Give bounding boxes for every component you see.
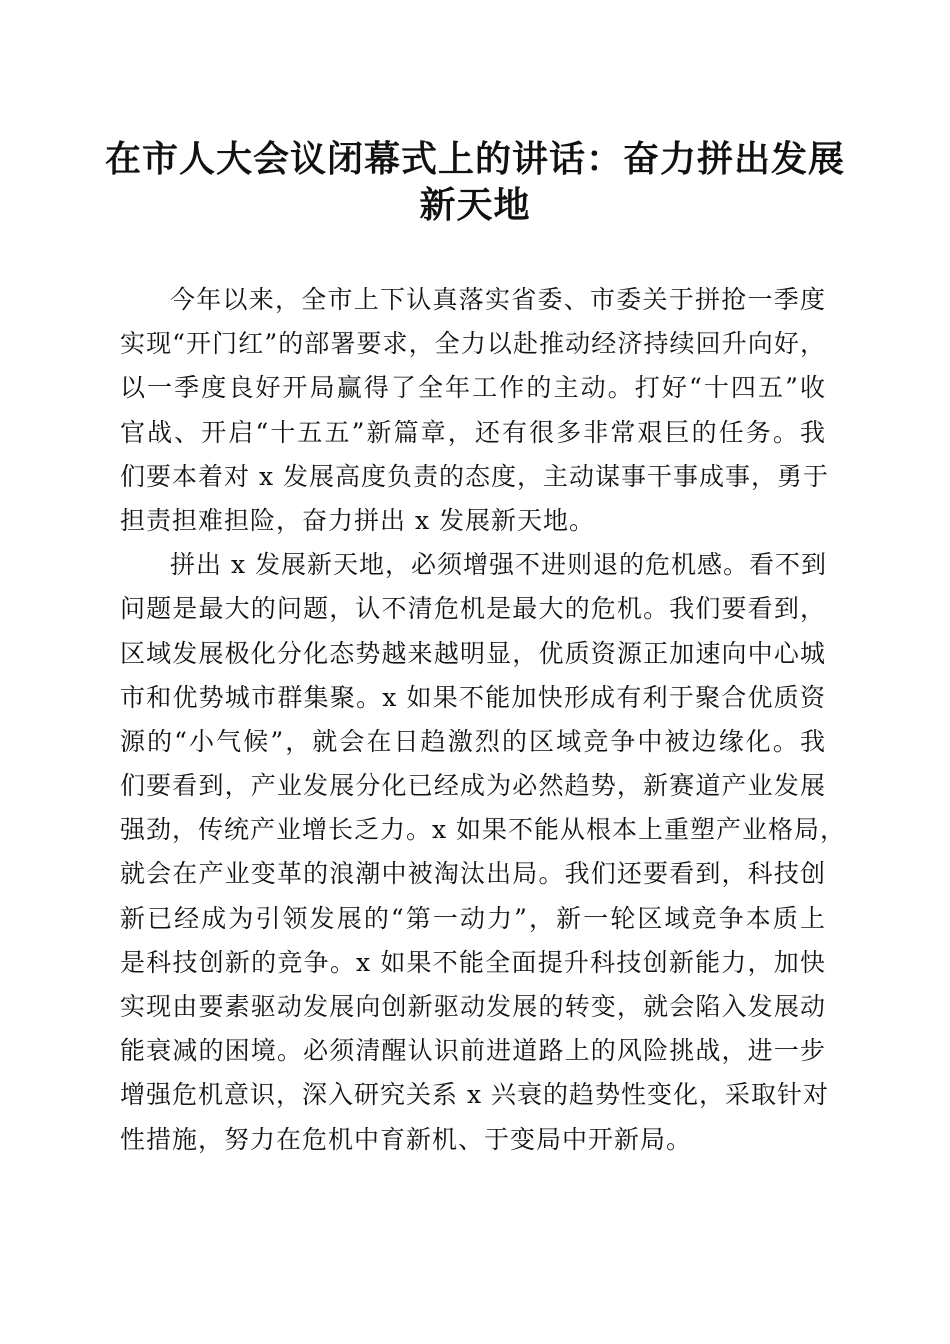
title-line-1: 在市人大会议闭幕式上的讲话：奋力拼出发展 (105, 138, 846, 180)
text-line: 们要看到，产业发展分化已经成为必然趋势，新赛道产业发展 (120, 771, 826, 801)
paragraph-2 (120, 543, 847, 1162)
document-title (105, 136, 845, 228)
text-line: 拼出 x 发展新天地，必须增强不进则退的危机感。看不到 (170, 550, 827, 580)
text-line: 就会在产业变革的浪潮中被淘汰出局。我们还要看到，科技创 (120, 859, 826, 889)
text-line: 新已经成为引领发展的“第一动力”，新一轮区域竞争本质上 (120, 903, 826, 933)
text-line: 今年以来，全市上下认真落实省委、市委关于拼抢一季度 (170, 285, 826, 314)
text-line: 是科技创新的竞争。x 如果不能全面提升科技创新能力，加快 (120, 947, 826, 977)
paragraph-1 (120, 278, 829, 543)
title-line-2: 新天地 (419, 184, 531, 226)
text-line: 问题是最大的问题，认不清危机是最大的危机。我们要看到， (120, 594, 826, 624)
text-line: 源的“小气候”，就会在日趋激烈的区域竞争中被边缘化。我 (120, 726, 826, 756)
text-line: 担责担难担险，奋力拼出 x 发展新天地。 (120, 505, 595, 535)
text-line: 市和优势城市群集聚。x 如果不能加快形成有利于聚合优质资 (120, 682, 826, 712)
text-line: 们要本着对 x 发展高度负责的态度，主动谋事干事成事，勇于 (120, 461, 829, 491)
document-body (120, 278, 847, 1162)
text-line: 实现“开门红”的部署要求，全力以赴推动经济持续回升向好， (120, 329, 826, 359)
text-line: 实现由要素驱动发展向创新驱动发展的转变，就会陷入发展动 (120, 992, 826, 1021)
text-line: 区域发展极化分化态势越来越明显，优质资源正加速向中心城 (120, 638, 826, 668)
text-line: 能衰减的困境。必须清醒认识前进道路上的风险挑战，进一步 (120, 1036, 826, 1066)
text-line: 增强危机意识，深入研究关系 x 兴衰的趋势性变化，采取针对 (120, 1080, 829, 1110)
text-line: 以一季度良好开局赢得了全年工作的主动。打好“十四五”收 (120, 373, 826, 403)
text-line: 官战、开启“十五五”新篇章，还有很多非常艰巨的任务。我 (120, 417, 826, 447)
text-line: 性措施，努力在危机中育新机、于变局中开新局。 (120, 1124, 693, 1154)
text-line: 强劲，传统产业增长乏力。x 如果不能从根本上重塑产业格局， (120, 815, 847, 845)
